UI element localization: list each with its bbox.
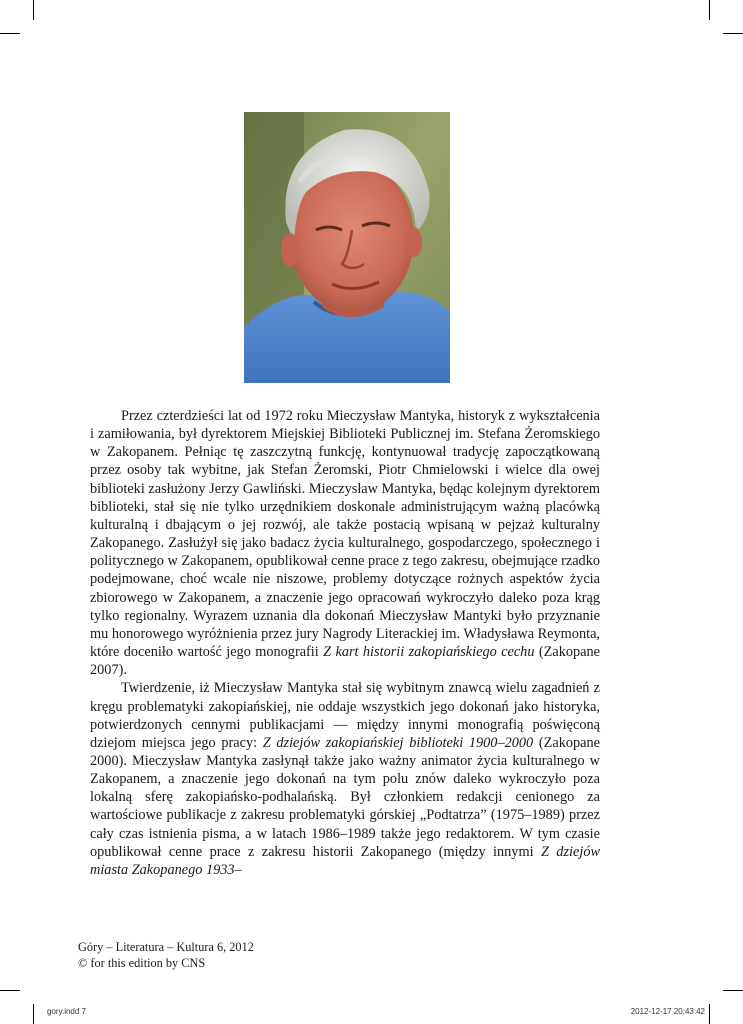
paragraph-text: (Zakopane 2007). [90,644,600,679]
paragraph-text: (Zakopane 2000). Mieczysław Mantyka zasłynął także jako ważny animator życia kulturalnego w Zakopanem, a znaczenie jego dokonań na tym polu znów daleko wykroczyło poza lokalną sferę zakopiańsko-podhalańską. Był członkiem redakcji cenionego za wartościowe publikacje z zakresu problematyki górskiej „Podtatrza” (1975–1989) przez cały czas istnienia pisma, a w latach 1986–1989 także jego redaktorem. W tym czasie opublikował cenne prace z zakresu historii Zakopanego (między innymi [90,734,600,860]
portrait-illustration [244,112,450,383]
portrait-photo [244,112,450,383]
paragraph [90,407,600,679]
crop-mark [0,990,20,991]
paragraph [90,679,600,879]
journal-citation: Góry – Literatura – Kultura 6, 2012 [78,940,254,954]
crop-mark [0,33,20,34]
journal-footer [78,939,254,971]
crop-mark [33,0,34,20]
book-title: Z kart historii zakopiańskiego cechu [323,644,535,661]
article-body [90,407,600,879]
crop-mark [33,1004,34,1024]
slug-datetime: 2012-12-17 20:43:42 [630,1007,705,1016]
crop-mark [709,1004,710,1024]
crop-mark [723,33,743,34]
crop-mark [723,990,743,991]
paragraph-text: Twierdzenie, iż Mieczysław Mantyka stał się wybitnym znawcą wielu zagadnień z kręgu problematyki zakopiańskiej, nie oddaje wszystkich jego dokonań jako historyka, potwierdzonych cennymi publikacjami — między innymi monografią poświęconą dziejom miejsca jego pracy: [90,680,600,751]
crop-mark [709,0,710,20]
book-title: Z dziejów zakopiańskiej biblioteki 1900–2000 [262,734,534,751]
copyright-notice: © for this edition by CNS [78,956,206,970]
paragraph-text: Przez czterdzieści lat od 1972 roku Mieczysław Mantyka, historyk z wykształcenia i zamiłowania, był dyrektorem Miejskiej Biblioteki Publicznej im. Stefana Żeromskiego w Zakopanem. Pełniąc tę zaszczytną funkcję, kontynuował tradycję zapoczątkowaną przez osoby tak wybitne, jak Stefan Żeromski, Piotr Chmielowski i wielce dla owej biblioteki zasłużony Jerzy Gawliński. Mieczysław Mantyka, będąc kolejnym dyrektorem biblioteki, stał się nie tylko urzędnikiem doskonale administrującym ważną placówką kulturalną i dbającym o jej rozwój, ale także postacią wpisaną w pejzaż kulturalny Zakopanego. Zasłużył się jako badacz życia kulturalnego, gospodarczego, społecznego i politycznego w Zakopanem, opublikował cenne prace z tego zakresu, obejmujące rzadko podejmowane, choć wcale nie niszowe, problemy dotyczące rożnych aspektów życia zbiorowego w Zakopanem, a znaczenie jego opracowań wykroczyło daleko poza krąg tylko regionalny. Wyrazem uznania dla dokonań Mieczysław Mantyki było przyznanie mu honorowego wyróżnienia przez jury Nagrody Literackiej im. Władysława Reymonta, które doceniło wartość jego monografii [90,408,600,661]
slug-filename: gory.indd 7 [47,1007,86,1016]
book-title: Z dziejów miasta Zakopanego 1933– [90,843,600,878]
